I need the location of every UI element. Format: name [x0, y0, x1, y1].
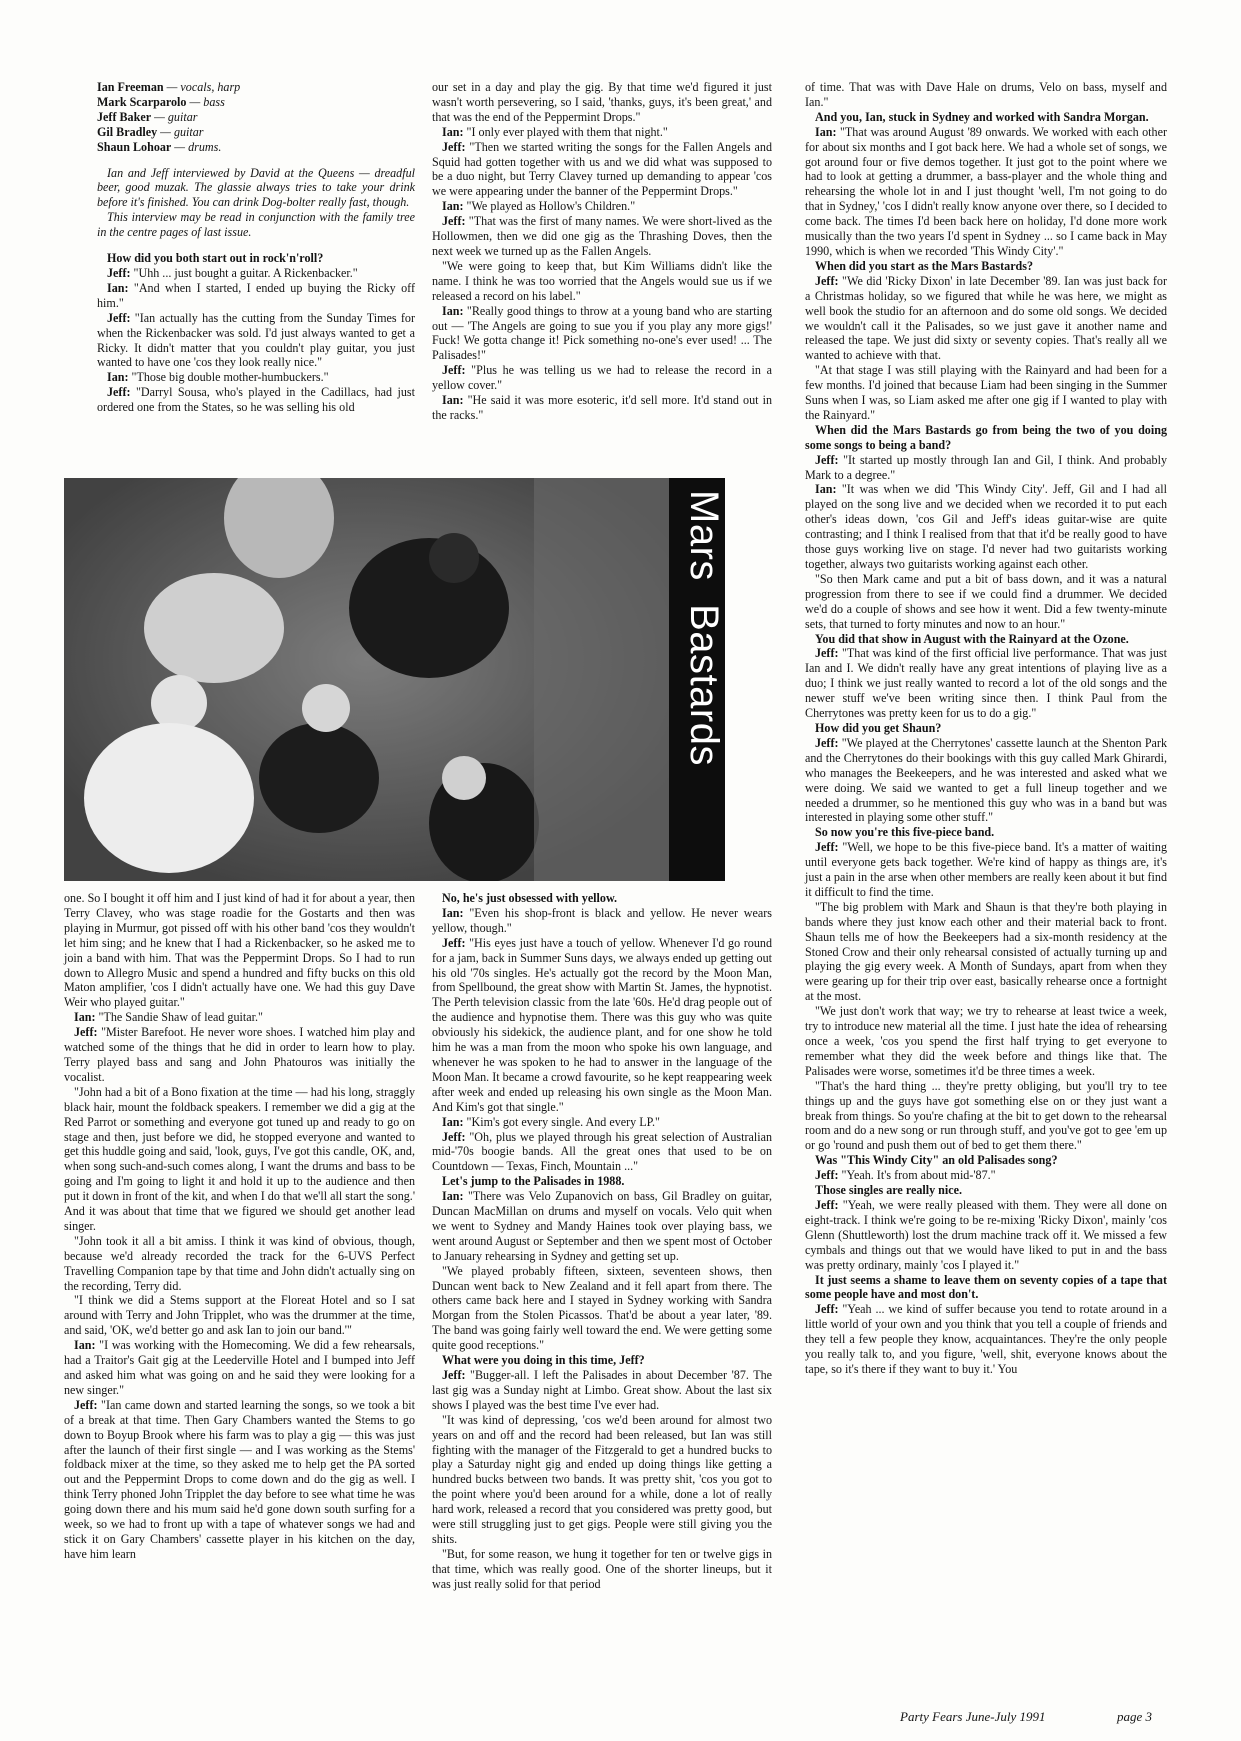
paragraph: our set in a day and play the gig. By that time we'd figured it just wasn't worth persevering, so I said, 'thanks, guys, it's been great,' and that was the end of the Peppermint Drops." — [432, 80, 772, 124]
speaker-paragraph: Jeff: "Yeah ... we kind of suffer because you tend to rotate around in a little world of your own and you think that you tell a couple of friends and they tell a few people they know, acquaintances. They're the only people you really talk to, and you figure, 'well, shit, everyone knows about the tape, so it's there if they want to buy it.' You — [805, 1302, 1167, 1376]
speaker-paragraph: Jeff: "We played at the Cherrytones' cassette launch at the Shenton Park and the Cherrytones do their bookings with this guy called Mark Ghirardi, who manages the Beekeepers, and he was interested and asked what we were doing. We said we wanted to get a full lineup together and we needed a drummer, so he mentioned this guy who was in a band but was interested in playing some other stuff." — [805, 735, 1167, 825]
speaker-label: Jeff: — [815, 1197, 839, 1212]
speaker-paragraph: Ian: "Those big double mother-humbuckers." — [107, 370, 329, 385]
speaker-paragraph: Ian: "There was Velo Zupanovich on bass, Gil Bradley on guitar, Duncan MacMillan on drums and myself on vocals. Velo quit when we went to Sydney and Mandy Haines took over playing bass, we went around August or September and then we spent most of October to January rehearsing in Sydney and getting set up. — [432, 1189, 772, 1263]
speaker-paragraph: Ian: "Even his shop-front is black and yellow. He never wears yellow, though." — [432, 905, 772, 935]
speaker-label: Ian: — [442, 1114, 464, 1129]
article-text — [97, 251, 415, 415]
paragraph: "We just don't work that way; we try to rehearse at least twice a week, try to introduce new material all the time. I just hate the idea of rehearsing once a week, 'cos you spend the first half trying to get everyone to remember what they did the week before and things like that. The Palisades were worse, sometimes it'd be three times a week. — [805, 1004, 1167, 1078]
speaker-label: Ian: — [107, 280, 129, 295]
speaker-label: Jeff: — [815, 735, 839, 750]
speaker-paragraph: Ian: "That was around August '89 onwards. We worked with each other for about six months and I got back here. We had a whole set of songs, we got around four or five demos together. It just got to the point where we had to look at getting a drummer, a bass-player and the whole thing and rehearsing the whole lot in and I just thought 'well, I'm not going to do that in Sydney,' 'cos I didn't really know anyone over there, so I decided to come back. The times I'd been back here on holiday, I'd done more work musically than the two years I'd spent in Sydney ... so I came back in May 1990, which is when we recorded 'This Windy City'." — [805, 124, 1167, 258]
page-number: page 3 — [1117, 1709, 1153, 1724]
speaker-paragraph: Jeff: "Uhh ... just bought a guitar. A Rickenbacker." — [107, 265, 358, 280]
interview-question: No, he's just obsessed with yellow. — [442, 891, 618, 905]
paragraph: of time. That was with Dave Hale on drums, Velo on bass, myself and Ian." — [805, 80, 1167, 109]
speaker-label: Jeff: — [442, 1129, 466, 1144]
column-1-top — [97, 80, 415, 415]
intro-paragraph: This interview may be read in conjunction with the family tree in the centre pages of last issue. — [97, 210, 415, 240]
speaker-paragraph: Jeff: "That was kind of the first official live performance. That was just Ian and I. We didn't really have any great intentions of playing live as a duo; I think we just really wanted to record a lot of the old songs and the newer stuff we've been writing since then. I think Paul from the Cherrytones was pretty keen for us to do a gig." — [805, 646, 1167, 721]
publication-footer: Party Fears June-July 1991 — [900, 1709, 1046, 1724]
speaker-label: Ian: — [442, 199, 464, 214]
speaker-paragraph: Jeff: "That was the first of many names. We were short-lived as the Hollowmen, then we did one gig as the Thrashing Doves, then the next week we turned up as the Fallen Angels. — [432, 214, 772, 258]
speaker-label: Ian: — [442, 905, 464, 920]
speaker-paragraph: Jeff: "Oh, plus we played through his great selection of Australian mid-'70s boogie bands. All the great ones that used to be on Countdown — Texas, Finch, Mountain ..." — [432, 1129, 772, 1174]
paragraph: "At that stage I was still playing with the Rainyard and had been for a few months. I'd joined that because Liam had been singing in the Summer Suns when I was, so Liam asked me after one gig if I wanted to play with the Rainyard." — [805, 363, 1167, 422]
paragraph: "We were going to keep that, but Kim Williams didn't like the name. I think he was too worried that the Angels would sue us if we released a record on his label." — [432, 258, 772, 303]
speaker-paragraph: Jeff: "We did 'Ricky Dixon' in late December '89. Ian was just back for a Christmas holiday, so we figured that while he was here, we might as well book the studio for an afternoon and do some old songs. We decided we wouldn't call it the Palisades, so we just gave it another name and released the tape. We just did sixty or seventy copies. That's really all we wanted to achieve with that. — [805, 273, 1167, 363]
speaker-label: Jeff: — [815, 646, 839, 661]
speaker-paragraph: Jeff: "Darryl Sousa, who's played in the Cadillacs, had just ordered one from the States, so he was selling his old — [97, 385, 415, 415]
speaker-label: Jeff: — [442, 935, 466, 950]
paragraph: "The big problem with Mark and Shaun is that they're both playing in bands where they just know each other and their material back to front. Shaun tells me of how the Beekeepers had a six-month residency at the Stoned Crow and their only rehearsal consisted of actually turning up and playing the gig every week. A Month of Sundays, apart from when they were gearing up for their trip over east, basically rehearse once a fortnight at the most. — [805, 899, 1167, 1004]
speaker-paragraph: Jeff: "Then we started writing the songs for the Fallen Angels and Squid had gotten together with us and we did what was supposed to be a duo night, but Terry Clavey turned up demanding to appear 'cos we were appearing under the banner of the Peppermint Drops." — [432, 139, 772, 199]
column-2-bottom — [432, 891, 772, 1592]
speaker-label: Jeff: — [74, 1025, 98, 1040]
speaker-paragraph: Jeff: "Mister Barefoot. He never wore shoes. I watched him play and watched some of the things that he did in order to learn how to play. Terry played bass and sang and John Phatouros was initially the vocalist. — [64, 1025, 415, 1084]
speaker-paragraph: Jeff: "Yeah, we were really pleased with them. They were all done on eight-track. I think we're going to be re-mixing 'Ricky Dixon', mainly 'cos Glenn (Shuttleworth) lost the drum machine track off it. We missed a few cymbals and things out that we would have liked to put in and the bass was pretty ordinary, mainly 'cos I played it." — [805, 1197, 1167, 1272]
interview-question: And you, Ian, stuck in Sydney and worked with Sandra Morgan. — [815, 109, 1149, 124]
interview-question: So now you're this five-piece band. — [815, 825, 995, 840]
article-text — [805, 80, 1167, 1377]
column-2-top — [432, 80, 772, 423]
speaker-label: Ian: — [442, 303, 464, 318]
intro-paragraph: Ian and Jeff interviewed by David at the Queens — dreadful beer, good muzak. The glassie always tries to take your drink before it's finished. You can drink Dog-bolter really fast, though. — [97, 165, 415, 210]
column-1-bottom — [64, 891, 415, 1562]
interview-question: When did you start as the Mars Bastards? — [815, 258, 1034, 273]
speaker-paragraph: Ian: "I was working with the Homecoming. We did a few rehearsals, had a Traitor's Gait gig at the Leederville Hotel and I bumped into Jeff and asked him what was going on and he said they were looking for a new singer." — [64, 1338, 415, 1397]
speaker-label: Jeff: — [815, 840, 839, 855]
credit-line: Shaun Lohoar — drums. — [97, 139, 222, 154]
paragraph: "John took it all a bit amiss. I think it was kind of obvious, though, because we'd already recorded the track for the 6-UVS Perfect Travelling Companion tape by that time and John didn't actually sing on the recording, Terry did. — [64, 1233, 415, 1293]
speaker-label: Ian: — [442, 1189, 464, 1204]
speaker-label: Jeff: — [815, 273, 839, 288]
article-text — [64, 891, 415, 1562]
interview-intro — [97, 166, 415, 241]
speaker-label: Ian: — [442, 393, 464, 408]
speaker-label: Ian: — [815, 482, 837, 497]
paragraph: "So then Mark came and put a bit of bass down, and it was a natural progression from there to see if we could find a drummer. We decided we'd do a couple of shows and see how it went. Did a few twenty-minute sets, that turned to forty minutes and now to an hour." — [805, 571, 1167, 631]
speaker-paragraph: Jeff: "Yeah. It's from about mid-'87." — [815, 1168, 996, 1183]
speaker-label: Jeff: — [442, 1368, 466, 1382]
speaker-label: Ian: — [815, 124, 837, 139]
speaker-paragraph: Jeff: "Ian came down and started learning the songs, so we took a bit of a break at that time. Then Gary Chambers wanted the Stems to go down to Boyup Brook where his farm was to play a gig — this was just after the launch of their first single — and I was working as the Stems' foldback mixer at the time, so they asked me to help get the PA sorted out and the Peppermint Drops to come down and do the gig as well. I think Terry phoned John Tripplet the day before to see what time he was going down there and his mum said he'd gone down south surfing for a week, so we had to front up with a tape of whatever songs we had and stick it on Gary Chambers' cassette player in his kitchen on the day, have him learn — [64, 1397, 415, 1561]
speaker-paragraph: Jeff: "Ian actually has the cutting from the Sunday Times for when the Rickenbacker was sold. I'd just always wanted to get a Ricky. It didn't matter that you couldn't play guitar, you just wanted to have one 'cos they look really nice." — [97, 310, 415, 370]
speaker-paragraph: Jeff: "His eyes just have a touch of yellow. Whenever I'd go round for a jam, back in Summer Suns days, we always ended up getting out his old '70s singles. He's actually got the record by the Moon Man, from Spellbound, the great show with Martin St. James, the hypnotist. The Perth television classic from the late '60s. He'd drag people out of the audience and hypnotise them. There was this guy who was quite obviously his sidekick, the audience plant, and for one show he told him he was a man from the moon who spoke his own language, and whenever he was spoken to he had to answer in the language of the Moon Man. It became a crowd favourite, so he kept reappearing week after week and ended up releasing his own single as the Moon Man. And Kim's got that single." — [432, 935, 772, 1114]
band-name: Mars Bastards — [682, 490, 726, 766]
article-text — [432, 80, 772, 423]
interview-question: What were you doing in this time, Jeff? — [442, 1353, 645, 1368]
speaker-label: Ian: — [74, 1010, 96, 1025]
column-3 — [805, 80, 1167, 1377]
paragraph: "John had a bit of a Bono fixation at the time — had his long, straggly black hair, mount the foldback speakers. I remember we did a gig at the Red Parrot or something and everyone got tuned up and ready to go on stage and then, just before we did, he stopped everyone and wanted to get this huddle going and said, 'look, guys, I've got this candle, OK, and, when song such-and-such comes along, I want the drums and bass to be going and I'm going to light it and hold it up to the audience and then put it down in front of the kit, and when I do that we'll all start the song.' And it was about that time that we figured we should get another lead singer. — [64, 1084, 415, 1233]
speaker-paragraph: Jeff: "Well, we hope to be this five-piece band. It's a matter of waiting until everyone gets back together. We're kind of happy as things are, it's just a pain in the arse when other members are really keen about it but find it difficult to find the time. — [805, 840, 1167, 899]
interview-question: Let's jump to the Palisades in 1988. — [442, 1174, 625, 1189]
interview-question: How did you both start out in rock'n'roll? — [107, 251, 324, 266]
article-text — [432, 891, 772, 1592]
paragraph: "I think we did a Stems support at the Floreat Hotel and so I sat around with Terry and John Tripplet, who was the drummer at the time, and said, 'OK, we'd better go and ask Ian to join our band.'" — [64, 1293, 415, 1338]
speaker-label: Jeff: — [442, 363, 466, 378]
interview-question: Was "This Windy City" an old Palisades song? — [815, 1153, 1058, 1168]
band-credits — [97, 80, 415, 155]
speaker-label: Jeff: — [442, 139, 466, 154]
speaker-paragraph: Ian: "He said it was more esoteric, it'd sell more. It'd stand out in the racks." — [432, 393, 772, 422]
band-name-banner — [669, 478, 725, 881]
credit-line: Jeff Baker — guitar — [97, 109, 198, 124]
speaker-paragraph: Ian: "And when I started, I ended up buying the Ricky off him." — [97, 280, 415, 310]
interview-question: When did the Mars Bastards go from being the two of you doing some songs to being a band? — [805, 422, 1167, 452]
interview-question: How did you get Shaun? — [815, 720, 942, 735]
speaker-label: Jeff: — [815, 1302, 839, 1317]
speaker-label: Jeff: — [107, 265, 131, 280]
band-photo-image — [64, 478, 669, 881]
credit-line: Gil Bradley — guitar — [97, 124, 204, 139]
credit-line: Mark Scarparolo — bass — [97, 94, 225, 109]
speaker-paragraph: Ian: "Really good things to throw at a young band who are starting out — 'The Angels are going to sue you if you play any more gigs!' Fuck! We gotta change it! Pick something no-one's ever used! ... The Palisades!" — [432, 303, 772, 363]
paragraph: "That's the hard thing ... they're pretty obliging, but you'll try to tee things up and the guys have got something else on or they just want a break from things. So you're chafing at the bit to get down to the rehearsal room and do a new song or run through stuff, and you've got to gee 'em up or go 'round and push them out of bed to get them there." — [805, 1078, 1167, 1153]
speaker-label: Jeff: — [74, 1397, 98, 1412]
paragraph: "It was kind of depressing, 'cos we'd been around for almost two years on and off and the record had been released, but Ian was still fighting with the manager of the Fitzgerald to get a hundred bucks to play a Saturday night gig and ended up doing things like getting a hundred bucks between two bands. It was pretty shit, 'cos you got to the point where you'd been around for a while, done a lot of really hard work, released a record that you considered was pretty good, but were still struggling just to get gigs. People were still giving you the shits. — [432, 1412, 772, 1546]
speaker-paragraph: Ian: "It was when we did 'This Windy City'. Jeff, Gil and I had all played on the song live and we decided when we recorded it to put each other's ideas down, 'cos Gil and Jeff's ideas guitar-wise are quite contrasting; and I think I realised from that that it'd be really good to have those guys working live on stage. I'd never had two guitarists working together, always two guitarists working against each other. — [805, 482, 1167, 571]
speaker-label: Ian: — [442, 124, 464, 139]
interview-question: Those singles are really nice. — [815, 1183, 963, 1198]
speaker-label: Ian: — [107, 370, 129, 385]
interview-question: You did that show in August with the Rainyard at the Ozone. — [815, 631, 1129, 646]
paragraph: "We played probably fifteen, sixteen, seventeen shows, then Duncan went back to New Zealand and it fell apart from there. The others came back here and I stayed in Sydney working with Sandra Morgan from the Stolen Picassos. That'd be about a year later, '89. The band was going fairly well toward the end. We were getting some quite good receptions." — [432, 1263, 772, 1353]
speaker-label: Jeff: — [815, 1168, 839, 1183]
speaker-label: Jeff: — [815, 452, 839, 467]
band-photo — [64, 478, 669, 881]
credit-line: Ian Freeman — vocals, harp — [97, 80, 241, 94]
speaker-paragraph: Ian: "Kim's got every single. And every LP." — [442, 1114, 660, 1129]
paragraph: one. So I bought it off him and I just kind of had it for about a year, then Terry Clavey, who was stage roadie for the Gostarts and then was playing in Murmur, got pissed off with his other band 'cos they wouldn't let him sing; and he knew that I had a Rickenbacker, so he asked me to join a band with him. That was the Peppermint Drops. So I had to run down to Allegro Music and spend a hundred and fifty bucks on this old Maton amplifier, 'cos I didn't actually have one. We had this guy Dave Weir who played guitar." — [64, 891, 415, 1010]
speaker-paragraph: Jeff: "Bugger-all. I left the Palisades in about December '87. The last gig was a Sunday night at Limbo. Great show. About the last six shows I played was the best time I've ever had. — [432, 1368, 772, 1412]
speaker-paragraph: Jeff: "It started up mostly through Ian and Gil, I think. And probably Mark to a degree." — [805, 452, 1167, 482]
speaker-paragraph: Jeff: "Plus he was telling us we had to release the record in a yellow cover." — [432, 363, 772, 393]
speaker-label: Ian: — [74, 1338, 96, 1353]
speaker-label: Jeff: — [107, 310, 131, 325]
speaker-paragraph: Ian: "The Sandie Shaw of lead guitar." — [74, 1010, 263, 1025]
interview-question: It just seems a shame to leave them on seventy copies of a tape that some people have and most don't. — [805, 1272, 1167, 1302]
speaker-label: Jeff: — [107, 385, 131, 400]
speaker-label: Jeff: — [442, 214, 466, 229]
speaker-paragraph: Ian: "We played as Hollow's Children." — [442, 199, 636, 214]
paragraph: "But, for some reason, we hung it together for ten or twelve gigs in that time, which was really good. One of the shorter lineups, but it was just really solid for that period — [432, 1546, 772, 1591]
speaker-paragraph: Ian: "I only ever played with them that night." — [442, 124, 668, 139]
